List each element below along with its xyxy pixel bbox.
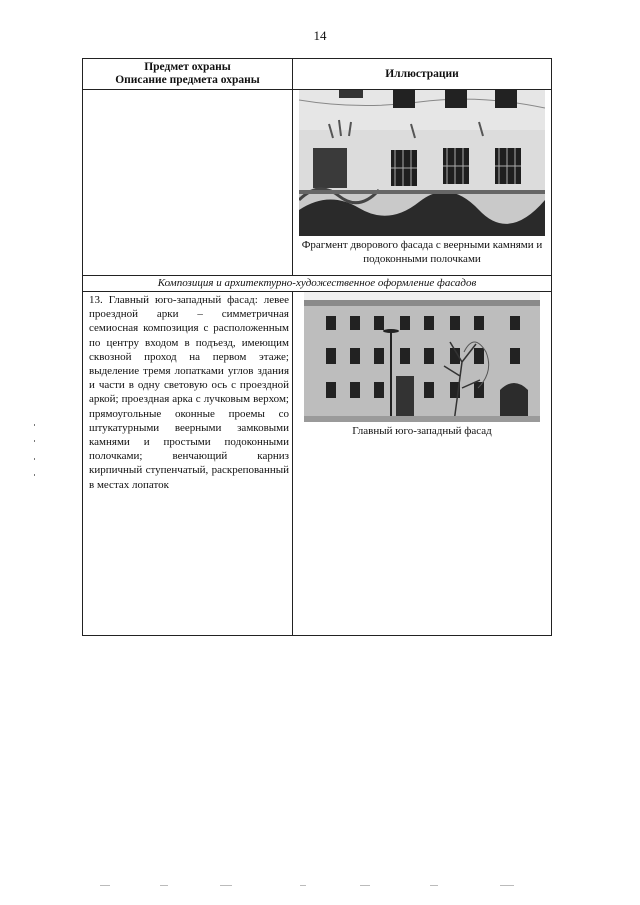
facade-description: 13. Главный юго-западный фасад: левее проездной арки – симметричная семиосная композиция с расположенным по центру входом в подъезд, имеющим сквозной проход на первом этаже; выделение тремя лопатками углов здания и части в одну световую ось с проездной аркой; проездная арка с лучковым верхом; прямоугольные оконные проемы со штукатурными веерными замковыми камнями и простыми подоконными полочками; венчающий карниз кирпичный ступенчатый, раскрепованный в местах лопаток [89,294,289,491]
table-row [83,90,552,276]
main-facade-photo [304,292,540,422]
table-row [83,292,552,636]
courtyard-facade-photo [299,90,545,236]
scan-noise [100,884,540,888]
section-row [83,276,552,292]
table-header-row [83,59,552,90]
courtyard-facade-caption: Фрагмент дворового фасада с веерными камнями и подоконными полочками [301,239,543,265]
illustration-cell [293,292,552,636]
header-subject-line2: Описание предмета охраны [115,74,260,86]
page-number: 14 [313,28,327,43]
header-illustrations: Иллюстрации [293,59,552,90]
description-cell [83,292,293,636]
scan-margin-marks [32,420,38,480]
empty-description-cell [83,90,293,276]
protection-table [82,58,552,636]
illustration-cell [293,90,552,276]
header-subject [83,59,293,90]
header-subject-line1: Предмет охраны [144,61,231,73]
section-title: Композиция и архитектурно-художественное оформление фасадов [83,276,552,292]
main-facade-caption: Главный юго-западный фасад [352,425,492,437]
